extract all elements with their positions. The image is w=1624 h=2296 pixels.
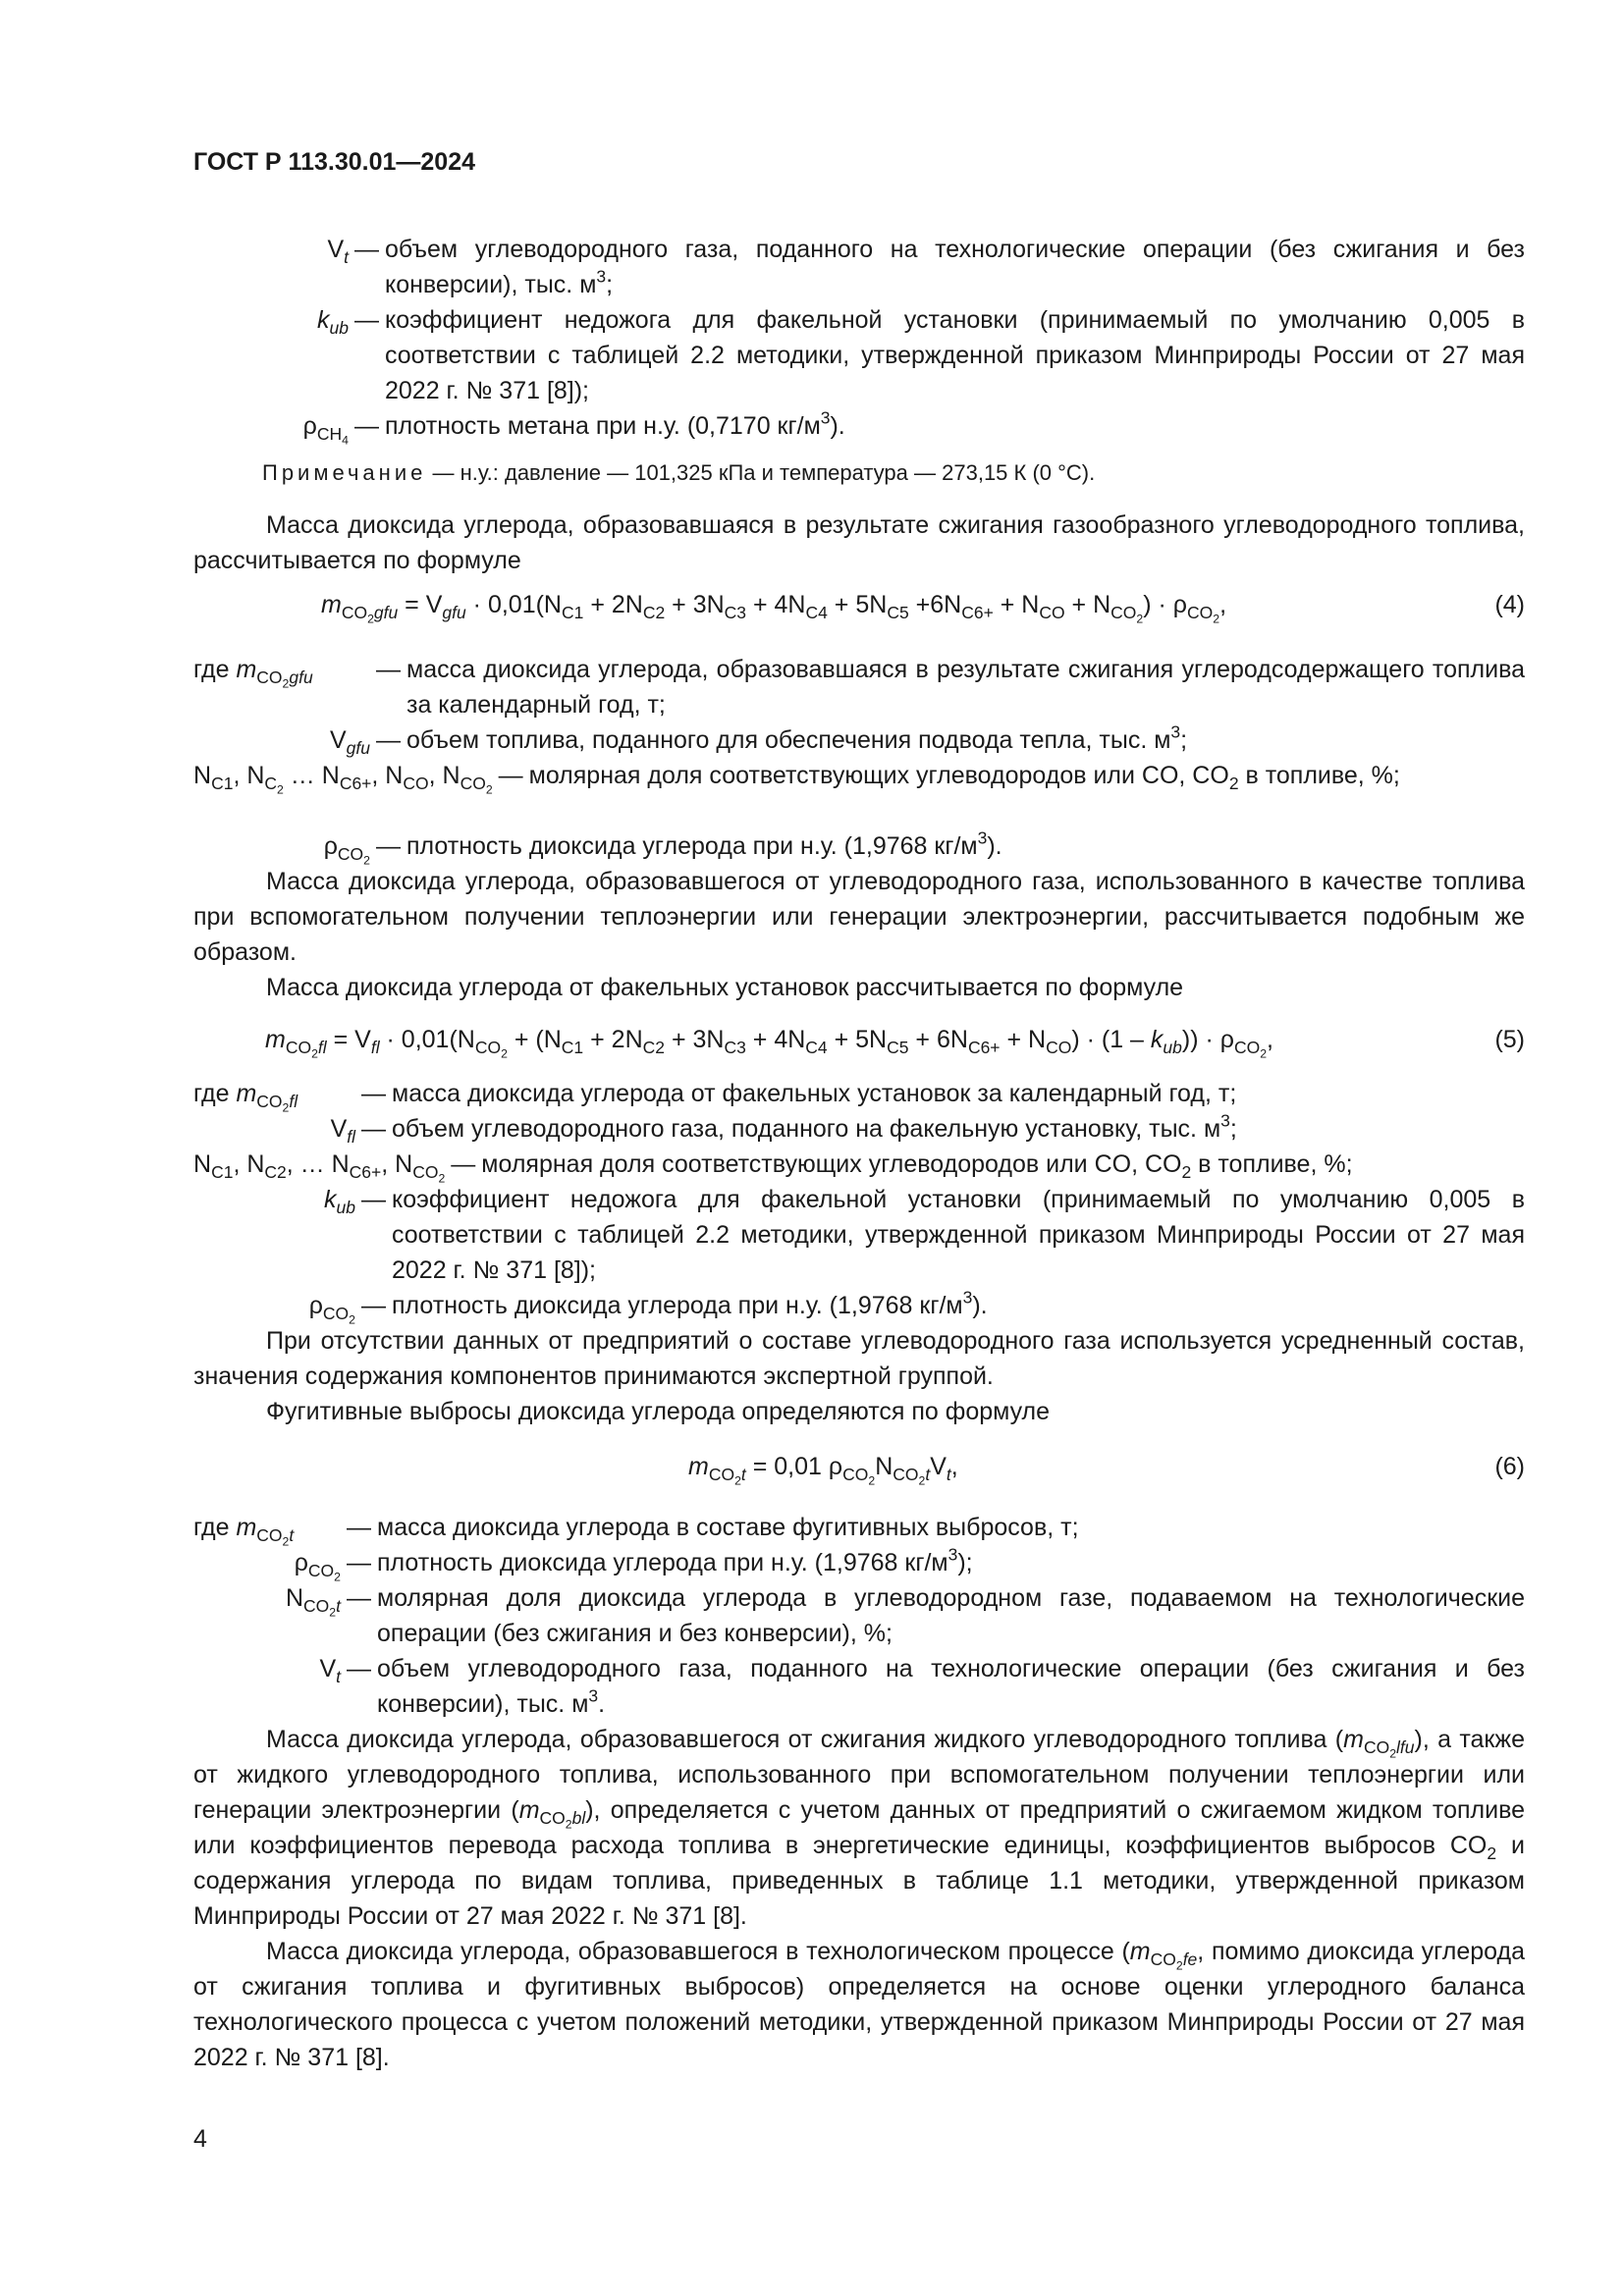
symbol: $V_t$: [327, 236, 349, 268]
definition-rho-co2: $\rho_{CO_2}$ — плотность диоксида углерода при н.у. (1,9768 $кг/м^3$).: [193, 1288, 1525, 1323]
definition-n-fractions: $N_{C1}$, $N_{C_2}$ … $N_{C6+}$, $N_{CO}$, $N_{CO_2}$ — молярная доля соответствующих углеводородов или CO, $CO_2$ в топливе, %;: [193, 758, 1525, 793]
paragraph: Масса диоксида углерода, образовавшегося от сжигания жидкого углеводородного топлива $(m_{CO_2lfu})$, а также от жидкого углеводородного топлива, использованного при вспомогательном получении теплоэнергии или генерации электроэнергии $(m_{CO_2bl})$, определяется с учетом данных от предприятий о сжигаемом жидком топливе или коэффициентов перевода расхода топлива в энергетические единицы, коэффициентов выбросов $CO_2$ и содержания углерода по видам топлива, приведенных в таблице 1.1 методики, утвержденной приказом Минприроды России от 27 мая 2022 г. № 371 [8].: [193, 1726, 1525, 1930]
definition-n-co2t: $N_{CO_2t}$ — молярная доля диоксида углерода в углеводородном газе, подаваемом на технологические операции (без сжигания и без конверсии), %;: [193, 1580, 1525, 1651]
definition-rho-co2: $\rho_{CO_2}$ — плотность диоксида углерода при н.у. (1,9768 $кг/м^3$);: [193, 1545, 1525, 1580]
symbol: $k_{ub}$: [317, 306, 349, 339]
definition-vt: $V_t$ — объем углеводородного газа, поданного на технологические операции (без сжигания и без конверсии), тыс. $м^3$;: [196, 232, 1525, 302]
paragraph: Фугитивные выбросы диоксида углерода определяются по формуле: [266, 1398, 1051, 1425]
symbol: $\rho_{CO_2}$: [323, 832, 370, 868]
definition-m-co2gfu: где $m_{CO_2gfu}$ — масса диоксида углерода, образовавшаяся в результате сжигания углеродсодержащего топлива за календарный год, т;: [193, 652, 1525, 722]
definition-m-co2t: где $m_{CO_2t}$ — масса диоксида углерода в составе фугитивных выбросов, т;: [193, 1510, 1525, 1545]
formula-6: $m_{CO_2t} = 0,01$ $\rho_{CO_2}N_{CO_2t}V_t$,: [688, 1453, 958, 1488]
definition-kub: $k_{ub}$ — коэффициент недожога для факельной установки (принимаемый по умолчанию 0,005 в соответствии с таблицей 2.2 методики, утвержденной приказом Минприроды России от 27 мая 2022 г. № 371 [8]);: [193, 1182, 1525, 1288]
page-number: 4: [193, 2125, 207, 2153]
symbol: $k_{ub}$: [324, 1186, 355, 1218]
symbol: $V_{gfu}$: [329, 726, 370, 759]
symbol: $V_t$: [319, 1655, 341, 1687]
paragraph: Масса диоксида углерода от факельных установок рассчитывается по формуле: [266, 974, 1184, 1001]
definition-rho-ch4: $\rho_{CH_4}$ — плотность метана при н.у. (0,7170 $кг/м^3$).: [196, 408, 1525, 444]
definition-rho-co2: $\rho_{CO_2}$ — плотность диоксида углерода при н.у. (1,9768 $кг/м^3$).: [193, 828, 1525, 864]
note: Примечание — н.у.: давление — 101,325 кПа и температура — 273,15 К (0 °С).: [262, 460, 1096, 485]
paragraph: Масса диоксида углерода, образовавшегося в технологическом процессе ($m_{CO_2fe}$, помимо диоксида углерода от сжигания топлива и фугитивных выбросов) определяется на основе оценки углеродного баланса технологического процесса с учетом положений методики, утвержденной приказом Минприроды России от 27 мая 2022 г. № 371 [8].: [193, 1938, 1525, 2071]
paragraph: При отсутствии данных от предприятий о составе углеводородного газа используется усредненный состав, значения содержания компонентов принимаются экспертной группой.: [193, 1327, 1525, 1390]
symbol: где $m_{CO_2fl}$: [193, 1080, 298, 1115]
symbol: $V_{fl}$: [330, 1115, 355, 1148]
paragraph: Масса диоксида углерода, образовавшегося от углеводородного газа, использованного в качестве топлива при вспомогательном получении теплоэнергии или генерации электроэнергии, рассчитывается подобным же образом.: [193, 868, 1525, 966]
document-header: ГОСТ Р 113.30.01—2024: [193, 148, 476, 176]
symbol: где $m_{CO_2t}$: [193, 1514, 295, 1549]
paragraph: Масса диоксида углерода, образовавшаяся в результате сжигания газообразного углеводородного топлива, рассчитывается по формуле: [193, 511, 1525, 574]
definition-n-fractions: $N_{C1}$, $N_{C2}$, … $N_{C6+}$, $N_{CO_2}$ — молярная доля соответствующих углеводородов или CO, $CO_2$ в топливе, %;: [193, 1147, 1525, 1182]
formula-5: $m_{CO_2fl} = V_{fl} \cdot 0,01(N_{CO_2} + (N_{C1} + 2N_{C2} + 3N_{C3} + 4N_{C4} + 5N_{C5} + 6N_{C6+} + N_{CO}) \cdot (1 - k_{ub})) \cdot \rho_{CO_2}$,: [265, 1026, 1273, 1061]
definition-kub: $k_{ub}$ — коэффициент недожога для факельной установки (принимаемый по умолчанию 0,005 в соответствии с таблицей 2.2 методики, утвержденной приказом Минприроды России от 27 мая 2022 г. № 371 [8]);: [196, 302, 1525, 408]
definition-v-gfu: $V_{gfu}$ — объем топлива, поданного для обеспечения подвода тепла, тыс. $м^3$;: [193, 722, 1525, 758]
symbol: где $m_{CO_2gfu}$: [193, 656, 313, 691]
symbol: $\rho_{CO_2}$: [308, 1292, 355, 1327]
definition-vt: $V_t$ — объем углеводородного газа, поданного на технологические операции (без сжигания и без конверсии), тыс. $м^3$.: [193, 1651, 1525, 1722]
symbol: $N_{C1}$, $N_{C_2}$ … $N_{C6+}$, $N_{CO}$, $N_{CO_2}$: [193, 762, 493, 797]
formula-number: (5): [1494, 1026, 1525, 1053]
symbol: $\rho_{CO_2}$: [294, 1549, 341, 1584]
symbol: $\rho_{CH_4}$: [302, 412, 349, 448]
formula-number: (6): [1494, 1453, 1525, 1480]
definition-v-fl: $V_{fl}$ — объем углеводородного газа, поданного на факельную установку, тыс. $м^3$;: [193, 1111, 1525, 1147]
symbol: $N_{CO_2t}$: [285, 1584, 341, 1620]
formula-4: $m_{CO_2gfu} = V_{gfu} \cdot 0,01(N_{C1} + 2N_{C2} + 3N_{C3} + 4N_{C4} + 5N_{C5} +6N_{C6+} + N_{CO} + N_{CO_2}) \cdot \rho_{CO_2}$,: [321, 591, 1227, 626]
symbol: $N_{C1}$, $N_{C2}$, … $N_{C6+}$, $N_{CO_2}$: [193, 1150, 446, 1186]
definition-m-co2fl: где $m_{CO_2fl}$ — масса диоксида углерода от факельных установок за календарный год, т;: [193, 1076, 1525, 1111]
formula-number: (4): [1494, 591, 1525, 618]
